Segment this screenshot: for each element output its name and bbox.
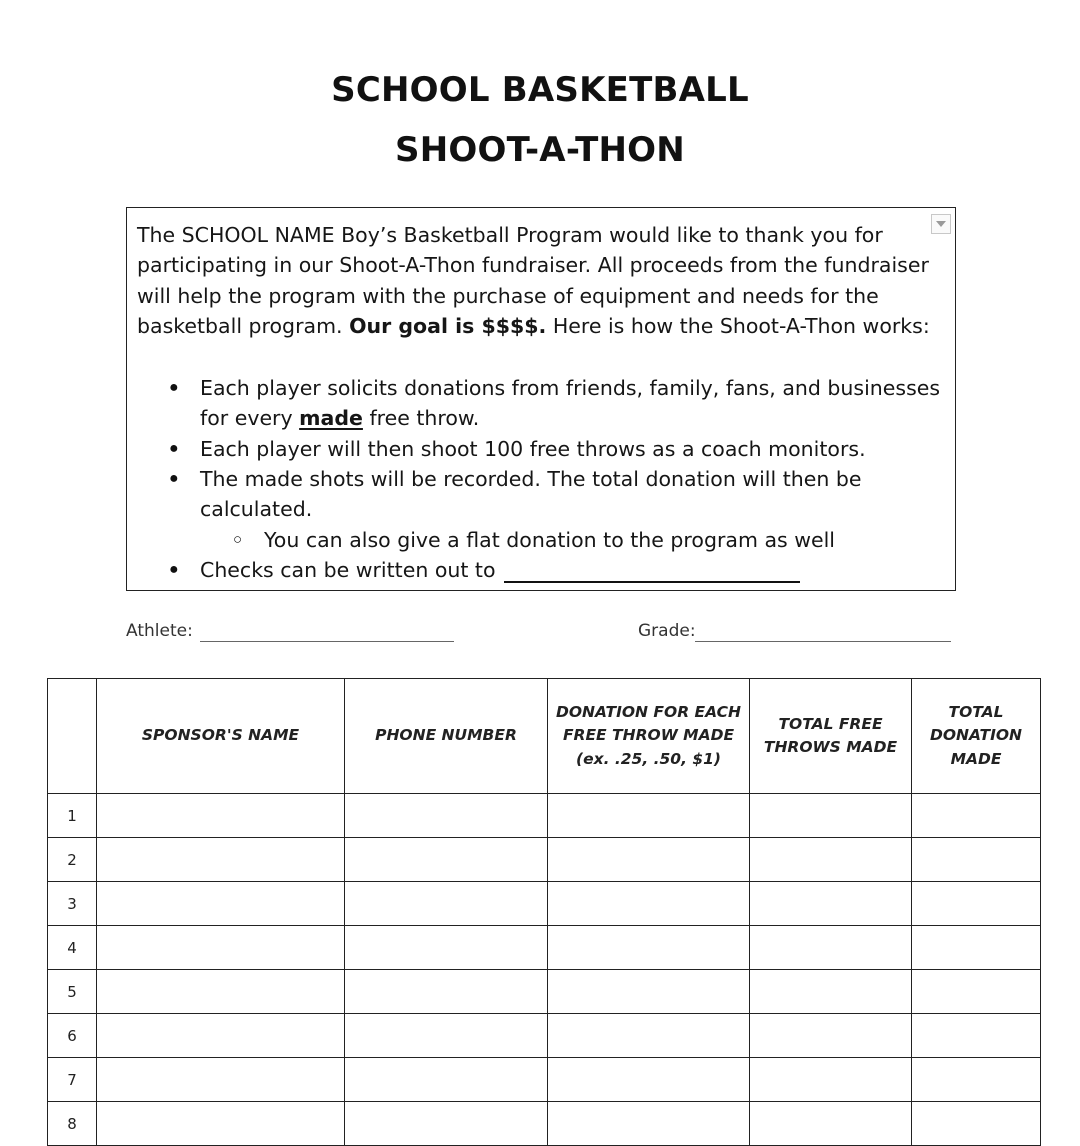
row-number: 2 xyxy=(48,838,97,882)
sponsor-name-header xyxy=(97,679,345,794)
sub-bullet-circle-icon: ○ xyxy=(233,531,243,548)
athlete-label: Athlete: xyxy=(126,621,193,641)
page-title: SCHOOL BASKETBALL xyxy=(331,70,749,110)
sponsor-name-cell[interactable] xyxy=(97,1058,345,1102)
table-body xyxy=(48,794,1041,1146)
bullet-2: Each player will then shoot 100 free throws as a coach monitors. xyxy=(200,437,866,461)
sub-bullet-1: You can also give a flat donation to the program as well xyxy=(264,528,835,552)
table-row xyxy=(48,1058,1041,1102)
row-number: 7 xyxy=(48,1058,97,1102)
phone-number-header xyxy=(345,679,548,794)
checks-text: Checks can be written out to xyxy=(200,558,496,582)
made-emphasis: made xyxy=(299,406,363,430)
phone-number-cell[interactable] xyxy=(345,838,548,882)
total-donation-header xyxy=(912,679,1041,794)
bullet-3-line-1: The made shots will be recorded. The total donation will then be xyxy=(200,467,862,491)
row-number: 6 xyxy=(48,1014,97,1058)
row-number: 8 xyxy=(48,1102,97,1146)
bullet-3-line-2: calculated. xyxy=(200,497,313,521)
info-box xyxy=(126,207,956,591)
donation-per-throw-cell[interactable] xyxy=(548,1102,750,1146)
total-free-throws-cell[interactable] xyxy=(750,926,912,970)
header-text: FREE THROW MADE xyxy=(562,726,735,745)
phone-number-cell[interactable] xyxy=(345,882,548,926)
table-header-row xyxy=(48,679,1041,794)
intro-paragraph xyxy=(137,220,937,341)
grade-label: Grade: xyxy=(638,621,696,641)
phone-number-cell[interactable] xyxy=(345,1102,548,1146)
bullet-1-line-2 xyxy=(200,403,479,433)
header-text: SPONSOR'S NAME xyxy=(141,726,300,745)
sponsor-name-cell[interactable] xyxy=(97,838,345,882)
table-row xyxy=(48,1102,1041,1146)
sponsor-name-cell[interactable] xyxy=(97,794,345,838)
table-row xyxy=(48,794,1041,838)
bullet-dot-icon: ● xyxy=(169,470,179,487)
table-row xyxy=(48,838,1041,882)
row-number: 5 xyxy=(48,970,97,1014)
page-subtitle: SHOOT-A-THON xyxy=(395,130,685,170)
donation-per-throw-cell[interactable] xyxy=(548,926,750,970)
goal-text: Our goal is $$$$. xyxy=(349,313,547,338)
total-free-throws-cell[interactable] xyxy=(750,1102,912,1146)
total-free-throws-cell[interactable] xyxy=(750,882,912,926)
row-number: 4 xyxy=(48,926,97,970)
donation-per-throw-header xyxy=(548,679,750,794)
header-text: PHONE NUMBER xyxy=(375,726,517,745)
total-donation-cell[interactable] xyxy=(912,794,1041,838)
sponsor-name-cell[interactable] xyxy=(97,970,345,1014)
bullet-4 xyxy=(200,555,800,585)
intro-text-end: Here is how the Shoot-A-Thon works: xyxy=(546,313,930,338)
row-number: 3 xyxy=(48,882,97,926)
total-donation-cell[interactable] xyxy=(912,1102,1041,1146)
table-row xyxy=(48,926,1041,970)
header-text: THROWS MADE xyxy=(763,738,898,756)
sponsor-name-cell[interactable] xyxy=(97,926,345,970)
donation-per-throw-cell[interactable] xyxy=(548,1058,750,1102)
phone-number-cell[interactable] xyxy=(345,1014,548,1058)
sponsor-name-cell[interactable] xyxy=(97,882,345,926)
total-donation-cell[interactable] xyxy=(912,882,1041,926)
athlete-field[interactable] xyxy=(200,641,454,642)
bullet-dot-icon: ● xyxy=(169,440,179,457)
total-donation-cell[interactable] xyxy=(912,926,1041,970)
header-text: MADE xyxy=(950,749,1002,768)
header-text: DONATION xyxy=(929,726,1023,745)
total-free-throws-cell[interactable] xyxy=(750,838,912,882)
sponsor-name-cell[interactable] xyxy=(97,1014,345,1058)
header-text: DONATION FOR EACH xyxy=(556,702,741,721)
donation-per-throw-cell[interactable] xyxy=(548,882,750,926)
donation-per-throw-cell[interactable] xyxy=(548,794,750,838)
checks-payee-blank[interactable] xyxy=(504,559,800,583)
sponsor-name-cell[interactable] xyxy=(97,1102,345,1146)
bullet-dot-icon: ● xyxy=(169,561,179,578)
phone-number-cell[interactable] xyxy=(345,926,548,970)
bullet-1-line-1: Each player solicits donations from friends, family, fans, and businesses xyxy=(200,376,941,400)
donation-per-throw-cell[interactable] xyxy=(548,1014,750,1058)
sponsor-table xyxy=(47,678,1041,1146)
table-row xyxy=(48,1014,1041,1058)
total-donation-cell[interactable] xyxy=(912,1058,1041,1102)
header-text: (ex. .25, .50, $1) xyxy=(575,749,722,768)
header-text: TOTAL xyxy=(948,702,1004,721)
bullet-1-pre: for every xyxy=(200,406,300,430)
row-number-header xyxy=(48,679,97,794)
donation-per-throw-cell[interactable] xyxy=(548,970,750,1014)
phone-number-cell[interactable] xyxy=(345,794,548,838)
total-donation-cell[interactable] xyxy=(912,970,1041,1014)
phone-number-cell[interactable] xyxy=(345,970,548,1014)
header-text: TOTAL FREE xyxy=(778,714,883,733)
bullet-1-post: free throw. xyxy=(362,406,480,430)
total-free-throws-cell[interactable] xyxy=(750,1014,912,1058)
total-free-throws-header xyxy=(750,679,912,794)
table-row xyxy=(48,882,1041,926)
total-free-throws-cell[interactable] xyxy=(750,970,912,1014)
total-free-throws-cell[interactable] xyxy=(750,1058,912,1102)
total-donation-cell[interactable] xyxy=(912,838,1041,882)
table-row xyxy=(48,970,1041,1014)
donation-per-throw-cell[interactable] xyxy=(548,838,750,882)
grade-field[interactable] xyxy=(695,641,951,642)
total-free-throws-cell[interactable] xyxy=(750,794,912,838)
intro-text: The SCHOOL NAME Boy’s Basketball Program would like to thank you for participating in our Shoot-A-Thon fundraiser. All proceeds from the fundraiser will help the program with the purchase of equipment and needs for the basketball program. xyxy=(137,223,929,338)
row-number: 1 xyxy=(48,794,97,838)
phone-number-cell[interactable] xyxy=(345,1058,548,1102)
total-donation-cell[interactable] xyxy=(912,1014,1041,1058)
bullet-dot-icon: ● xyxy=(169,379,179,396)
